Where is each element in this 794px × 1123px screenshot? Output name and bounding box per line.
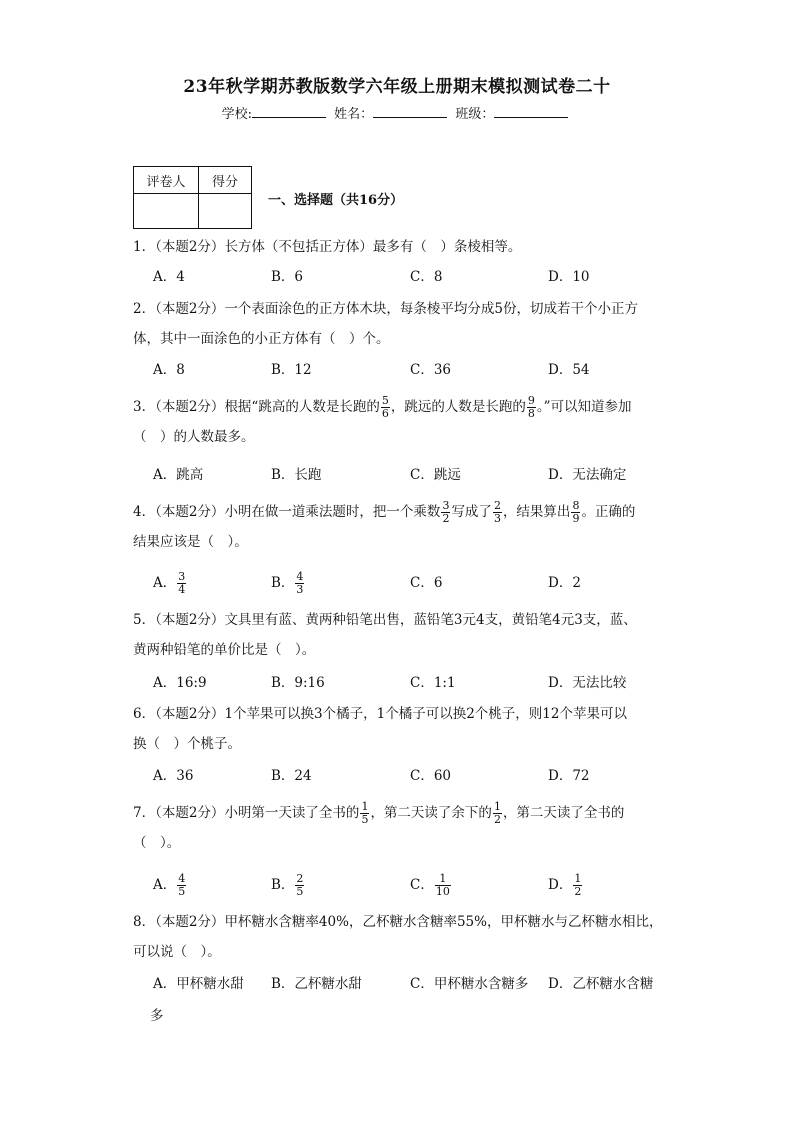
question-tag: （本题2分） [155, 504, 225, 520]
fraction: $\frac{1}{2}$ [493, 800, 501, 826]
question-number: 7． [133, 805, 156, 821]
school-blank[interactable] [252, 105, 326, 118]
option-d[interactable]: D．54 [548, 362, 590, 378]
fraction: $\frac{8}{9}$ [572, 499, 580, 525]
option-a[interactable]: A．甲杯糖水甜 [153, 976, 244, 992]
question-text-line2: 换（ ）个桃子。 [133, 736, 241, 752]
name-label: 姓名： [334, 107, 374, 122]
option-b[interactable]: B．长跑 [271, 467, 322, 483]
question-text: 长方体（不包括正方体）最多有（ ）条棱相等。 [224, 239, 522, 255]
fraction: $\frac{2}{3}$ [493, 499, 501, 525]
question-6 [133, 699, 673, 759]
school-label: 学校: [221, 107, 253, 122]
question-1-options [153, 262, 673, 292]
question-number: 8． [133, 914, 156, 930]
page-title: 23年秋学期苏教版数学六年级上册期末模拟测试卷二十 [183, 77, 611, 97]
question-tag: （本题2分） [155, 399, 225, 415]
question-4: 4．（本题2分）小明在做一道乘法题时，把一个乘数 $\frac{3}{2}$ 写成了 $\frac{2}{3}$ ，结果算出 $\frac{8}{9}$ 。正确的 结果应该是（ ）。 [133, 499, 636, 550]
question-tag: （本题2分） [155, 914, 225, 930]
question-number: 5． [133, 612, 156, 628]
question-number: 2． [133, 301, 156, 317]
grader-cell[interactable] [134, 194, 199, 229]
fraction: $\frac{4}{5}$ [178, 872, 186, 898]
option-b[interactable]: B．24 [271, 768, 312, 784]
question-text-line2: 体，其中一面涂色的小正方体有（ ）个。 [133, 331, 390, 347]
option-d[interactable]: D．10 [548, 269, 590, 285]
fraction: $\frac{1}{2}$ [574, 872, 582, 898]
option-d[interactable]: D．2 [548, 575, 581, 591]
option-a[interactable]: A．跳高 [153, 467, 204, 483]
question-tag: （本题2分） [155, 301, 225, 317]
question-text-line2: （ ）。 [133, 835, 181, 851]
option-d[interactable]: D．无法确定 [548, 467, 627, 483]
question-text: 一个表面涂色的正方体木块，每条棱平均分成5份，切成若干个小正方 [224, 301, 639, 317]
option-b[interactable]: B．乙杯糖水甜 [271, 976, 362, 992]
question-text: 1个苹果可以换3个橘子，1个橘子可以换2个桃子，则12个苹果可以 [224, 706, 627, 722]
question-text-line2: （ ）的人数最多。 [133, 429, 255, 445]
option-d[interactable]: D．无法比较 [548, 675, 627, 691]
question-1 [133, 232, 673, 262]
question-tag: （本题2分） [155, 706, 225, 722]
option-b[interactable]: B．6 [271, 269, 304, 285]
fraction: $\frac{2}{5}$ [296, 872, 304, 898]
fraction: $\frac{4}{3}$ [296, 570, 304, 596]
question-text-line2: 结果应该是（ ）。 [133, 534, 248, 550]
question-8-options [153, 969, 673, 999]
question-5 [133, 605, 673, 665]
question-8 [133, 907, 673, 967]
question-number: 6． [133, 706, 156, 722]
option-a[interactable]: A． $\frac{4}{5}$ [153, 872, 186, 898]
name-blank[interactable] [373, 105, 447, 118]
fraction: $\frac{3}{4}$ [178, 570, 186, 596]
fraction: $\frac{9}{8}$ [527, 394, 535, 420]
question-2 [133, 294, 673, 354]
question-text: 根据“跳高的人数是长跑的 [224, 399, 380, 415]
question-8-option-d-wrap [150, 1001, 670, 1031]
option-d-continuation: 多 [150, 1008, 164, 1024]
question-tag: （本题2分） [155, 805, 225, 821]
question-2-options [153, 355, 673, 385]
option-b[interactable]: B．12 [271, 362, 312, 378]
option-d[interactable]: D．72 [548, 768, 590, 784]
question-text: 甲杯糖水含糖率40%，乙杯糖水含糖率55%，甲杯糖水与乙杯糖水相比， [224, 914, 663, 930]
fraction: $\frac{5}{6}$ [381, 394, 389, 420]
option-c[interactable]: C． $\frac{1}{10}$ [410, 872, 450, 898]
option-b[interactable]: B． $\frac{4}{3}$ [271, 570, 304, 596]
option-d[interactable]: D．乙杯糖水含糖 [548, 976, 654, 992]
option-c[interactable]: C．60 [410, 768, 452, 784]
option-c[interactable]: C．1:1 [410, 675, 456, 691]
option-c[interactable]: C．6 [410, 575, 443, 591]
option-c[interactable]: C．8 [410, 269, 443, 285]
question-7: 7．（本题2分）小明第一天读了全书的 $\frac{1}{5}$ ，第二天读了余下的 $\frac{1}{2}$ ，第二天读了全书的 （ ）。 [133, 800, 625, 851]
section-heading: 一、选择题（共16分） [268, 193, 404, 208]
score-table [133, 166, 252, 229]
student-info-line [0, 103, 794, 122]
option-a[interactable]: A．8 [153, 362, 185, 378]
option-c[interactable]: C．甲杯糖水含糖多 [410, 976, 529, 992]
option-a[interactable]: A．16:9 [153, 675, 207, 691]
question-text: 文具里有蓝、黄两种铅笔出售，蓝铅笔3元4支，黄铅笔4元3支，蓝、 [224, 612, 637, 628]
question-6-options [153, 761, 673, 791]
question-5-options [153, 668, 673, 698]
question-text-line2: 可以说（ ）。 [133, 944, 221, 960]
score-cell[interactable] [199, 194, 252, 229]
question-3-options [153, 460, 673, 490]
fraction: $\frac{3}{2}$ [442, 499, 450, 525]
class-blank[interactable] [494, 105, 568, 118]
question-3: 3．（本题2分）根据“跳高的人数是长跑的 $\frac{5}{6}$ ，跳远的人数是长跑的 $\frac{9}{8}$ 。”可以知道参加 （ ）的人数最多。 [133, 394, 632, 445]
question-4-options [153, 568, 673, 598]
score-header: 得分 [199, 167, 252, 194]
class-label: 班级： [455, 107, 495, 122]
fraction: $\frac{1}{5}$ [361, 800, 369, 826]
question-number: 1． [133, 239, 156, 255]
option-a[interactable]: A．4 [153, 269, 185, 285]
question-number: 4． [133, 504, 156, 520]
question-text: 小明在做一道乘法题时，把一个乘数 [224, 504, 441, 520]
question-text: 小明第一天读了全书的 [224, 805, 360, 821]
option-c[interactable]: C．跳远 [410, 467, 461, 483]
option-a[interactable]: A． $\frac{3}{4}$ [153, 570, 186, 596]
question-tag: （本题2分） [155, 612, 225, 628]
option-b[interactable]: B．9:16 [271, 675, 325, 691]
option-c[interactable]: C．36 [410, 362, 452, 378]
fraction: $\frac{1}{10}$ [435, 872, 450, 898]
option-d[interactable]: D． $\frac{1}{2}$ [548, 872, 582, 898]
question-number: 3． [133, 399, 156, 415]
question-text-line2: 黄两种铅笔的单价比是（ ）。 [133, 642, 316, 658]
question-7-options [153, 870, 673, 900]
question-tag: （本题2分） [155, 239, 225, 255]
option-a[interactable]: A．36 [153, 768, 194, 784]
grader-header: 评卷人 [134, 167, 199, 194]
option-b[interactable]: B． $\frac{2}{5}$ [271, 872, 304, 898]
